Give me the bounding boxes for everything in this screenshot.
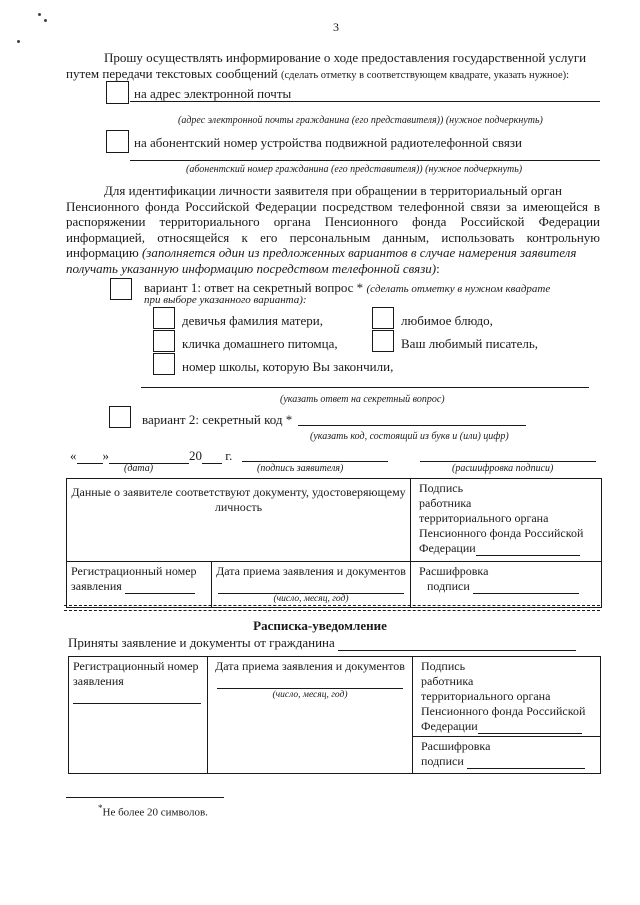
receipt-worker-signature-blank[interactable]: [478, 721, 582, 734]
option-school-number-checkbox[interactable]: [153, 353, 175, 375]
decode-cell: Расшифровка подписи: [411, 562, 602, 608]
applicant-signature-line[interactable]: [242, 461, 388, 462]
variant1-label: вариант 1: ответ на секретный вопрос * (сделать отметку в нужном квадрате: [144, 280, 551, 295]
phone-checkbox[interactable]: [106, 130, 129, 153]
receipt-date-blank[interactable]: [217, 678, 403, 689]
phone-input-line[interactable]: [130, 160, 600, 161]
receipt-title: Расписка-уведомление: [253, 618, 387, 633]
identification-line: получать указанную информацию посредством телефонной связи):: [66, 260, 440, 276]
decode-caption: (расшифровка подписи): [452, 463, 554, 474]
worker-signature-blank[interactable]: [476, 543, 580, 556]
secret-answer-line[interactable]: [141, 387, 589, 388]
secret-answer-caption: (указать ответ на секретный вопрос): [280, 394, 445, 405]
email-input-line[interactable]: [130, 101, 600, 102]
info-line-2-main: путем передачи текстовых сообщений: [66, 66, 278, 81]
reg-number-cell: Регистрационный номер заявления: [67, 562, 212, 608]
info-line-1: [104, 50, 600, 66]
option-pet-name: кличка домашнего питомца,: [182, 336, 338, 351]
email-checkbox[interactable]: [106, 81, 129, 104]
variant2-checkbox[interactable]: [109, 406, 131, 428]
identification-line: информацию (заполняется один из предложенных вариантов в случае намерения заявителя: [66, 245, 577, 260]
cut-line: [64, 610, 600, 611]
data-match-cell: [67, 479, 411, 562]
secret-code-line[interactable]: [298, 425, 526, 426]
receipt-table: [68, 656, 601, 774]
verification-table: [66, 478, 602, 608]
scan-speck: [44, 19, 47, 22]
worker-signature-cell: Подпись работника территориального органа Пенсионного фонда Российской Федерации: [411, 479, 602, 562]
date-caption: (дата): [124, 463, 154, 474]
option-favorite-dish-checkbox[interactable]: [372, 307, 394, 329]
receipt-reg-number-blank[interactable]: [73, 693, 201, 704]
info-line-2: [66, 66, 606, 82]
receipt-date-cell: Дата приема заявления и документов (число, месяц, год): [212, 562, 411, 608]
info-line-1-text: Прошу осуществлять информирование о ходе предоставления государственной услуги: [104, 50, 587, 65]
variant1-note: при выборе указанного варианта):: [144, 294, 307, 306]
date-field: « » 20 г.: [70, 448, 233, 463]
receipt-reg-number-cell: Регистрационный номер заявления: [69, 657, 208, 774]
variant1-checkbox[interactable]: [110, 278, 132, 300]
scan-speck: [38, 13, 41, 16]
data-match-text: Данные о заявителе соответствуют документу, удостоверяющему личность: [71, 485, 406, 514]
option-favorite-dish: любимое блюдо,: [401, 313, 493, 328]
receipt-date-cell: Дата приема заявления и документов (число, месяц, год): [208, 657, 413, 774]
footnote-rule: [66, 797, 224, 798]
email-caption: (адрес электронной почты гражданина (его представителя)) (нужное подчеркнуть): [178, 115, 543, 126]
variant2-label: вариант 2: секретный код *: [142, 412, 293, 427]
receipt-decode-cell: Расшифровка подписи: [413, 737, 601, 774]
day-blank[interactable]: [77, 450, 103, 464]
option-mother-maiden-name: девичья фамилия матери,: [182, 313, 323, 328]
month-blank[interactable]: [109, 450, 189, 464]
sign-caption: (подпись заявителя): [257, 463, 344, 474]
page-number: 3: [333, 20, 339, 34]
year-blank[interactable]: [202, 450, 222, 464]
cut-line: [64, 605, 600, 606]
decode-blank[interactable]: [473, 581, 579, 594]
identification-line: Для идентификации личности заявителя при обращении в территориальный орган: [104, 183, 562, 198]
identification-line: распоряжении территориального органа Пенсионного фонда Российской Федерации: [66, 214, 600, 229]
identification-line: Пенсионного фонда Российской Федерации посредством телефонной связи за имеющейся в: [66, 198, 600, 214]
email-label: на адрес электронной почты: [134, 86, 292, 101]
reg-number-blank[interactable]: [125, 581, 195, 594]
citizen-name-blank[interactable]: [338, 637, 576, 651]
identification-paragraph: [66, 183, 600, 276]
identification-line: информацией, относящейся к его персональным данным, использовать контрольную: [66, 229, 600, 245]
scan-speck: [17, 40, 20, 43]
footnote: *Не более 20 символов.: [98, 803, 208, 819]
receipt-decode-blank[interactable]: [467, 756, 585, 769]
accepted-from-line: Приняты заявление и документы от гражданина: [68, 635, 576, 651]
signature-decoding-line[interactable]: [420, 461, 596, 462]
option-favorite-writer-checkbox[interactable]: [372, 330, 394, 352]
phone-caption: (абонентский номер гражданина (его представителя)) (нужное подчеркнуть): [186, 164, 523, 175]
receipt-worker-signature-cell: Подпись работника территориального органа Пенсионного фонда Российской Федерации: [413, 657, 601, 737]
option-favorite-writer: Ваш любимый писатель,: [401, 336, 539, 351]
option-mother-maiden-name-checkbox[interactable]: [153, 307, 175, 329]
option-school-number: номер школы, которую Вы закончили,: [182, 359, 394, 374]
secret-code-caption: (указать код, состоящий из букв и (или) цифр): [310, 431, 509, 442]
phone-label: на абонентский номер устройства подвижной радиотелефонной связи: [134, 135, 522, 150]
option-pet-name-checkbox[interactable]: [153, 330, 175, 352]
info-line-2-note: (сделать отметку в соответствующем квадрате, указать нужное):: [280, 70, 570, 81]
